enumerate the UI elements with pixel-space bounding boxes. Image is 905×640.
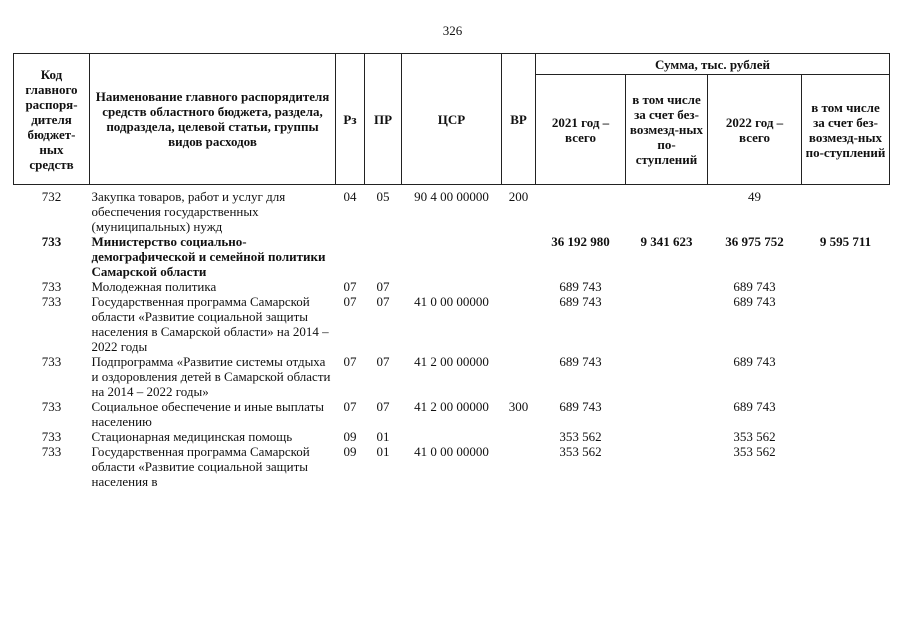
row-rz: 07	[343, 279, 357, 294]
header-vr: ВР	[502, 54, 536, 185]
row-pr: 01	[376, 444, 390, 459]
row-pr: 07	[376, 399, 390, 414]
row-2022-free: 9 595 711	[819, 234, 872, 249]
row-name: Министерство социально-демографической и семейной политики Самарской области	[91, 234, 326, 279]
page-number: 326	[442, 23, 463, 38]
row-2021-total: 353 562	[559, 444, 602, 459]
table-row	[14, 294, 890, 354]
row-2022-total: 353 562	[733, 429, 776, 444]
row-csr: 90 4 00 00000	[414, 189, 489, 204]
row-vr	[502, 354, 536, 399]
row-2021-free	[626, 444, 708, 489]
row-2021-free	[626, 189, 708, 234]
row-pr: 07	[376, 294, 390, 309]
row-2022-total: 36 975 752	[725, 234, 784, 249]
table-row	[14, 444, 890, 489]
row-code: 733	[41, 354, 62, 369]
row-code: 733	[41, 294, 62, 309]
row-vr	[502, 279, 536, 294]
row-2021-total: 689 743	[559, 279, 602, 294]
row-name: Закупка товаров, работ и услуг для обеспечения государственных (муниципальных) нужд	[91, 189, 286, 234]
row-pr: 07	[376, 354, 390, 369]
row-2021-free: 9 341 623	[640, 234, 693, 249]
row-csr: 41 0 00 00000	[414, 294, 489, 309]
budget-table	[13, 53, 890, 489]
row-rz: 07	[343, 354, 357, 369]
row-2021-free	[626, 429, 708, 444]
row-2022-free	[802, 429, 890, 444]
row-csr	[402, 429, 502, 444]
row-csr: 41 2 00 00000	[414, 399, 489, 414]
row-2022-total: 689 743	[733, 354, 776, 369]
row-csr	[402, 234, 502, 279]
row-2021-free	[626, 294, 708, 354]
row-2022-total: 49	[748, 189, 761, 204]
header-2021-total: 2021 год – всего	[536, 75, 626, 185]
row-vr	[502, 234, 536, 279]
row-2022-free	[802, 354, 890, 399]
table-row	[14, 429, 890, 444]
row-rz: 07	[343, 294, 357, 309]
row-pr: 01	[376, 429, 390, 444]
header-2022-free: в том числе за счет без-возмезд-ных по-ступлений	[802, 75, 890, 185]
row-rz: 09	[343, 429, 357, 444]
row-2021-free	[626, 399, 708, 429]
row-code: 733	[41, 444, 62, 459]
header-pr: ПР	[365, 54, 402, 185]
table-row	[14, 354, 890, 399]
row-2021-total	[536, 189, 626, 234]
row-2022-total: 689 743	[733, 399, 776, 414]
table-row	[14, 234, 890, 279]
row-rz: 09	[343, 444, 357, 459]
row-code: 732	[41, 189, 62, 204]
row-pr	[365, 234, 402, 279]
table-body	[14, 185, 890, 490]
table-row	[14, 279, 890, 294]
row-2022-total: 689 743	[733, 294, 776, 309]
row-2021-free	[626, 279, 708, 294]
row-2022-total: 353 562	[733, 444, 776, 459]
row-vr	[502, 429, 536, 444]
row-name: Молодежная политика	[91, 279, 217, 294]
header-name: Наименование главного распорядителя средств областного бюджета, раздела, подраздела, целевой статьи, группы видов расходов	[90, 54, 336, 185]
row-rz: 07	[343, 399, 357, 414]
row-2022-free	[802, 444, 890, 489]
row-vr: 200	[508, 189, 529, 204]
row-2021-total: 689 743	[559, 354, 602, 369]
row-2021-free	[626, 354, 708, 399]
header-csr: ЦСР	[402, 54, 502, 185]
table-header	[14, 54, 890, 185]
table-row	[14, 399, 890, 429]
header-2022-total: 2022 год – всего	[708, 75, 802, 185]
row-code: 733	[41, 429, 62, 444]
row-csr: 41 0 00 00000	[414, 444, 489, 459]
row-2022-total: 689 743	[733, 279, 776, 294]
row-name: Стационарная медицинская помощь	[91, 429, 293, 444]
row-name: Государственная программа Самарской области «Развитие социальной защиты населения в Самарской области» на 2014 – 2022 годы	[91, 294, 329, 354]
row-name: Государственная программа Самарской области «Развитие социальной защиты населения в	[91, 444, 310, 489]
row-pr: 05	[376, 189, 390, 204]
row-2022-free	[802, 279, 890, 294]
header-2021-free: в том числе за счет без-возмезд-ных по-ступлений	[626, 75, 708, 185]
row-code: 733	[41, 399, 62, 414]
row-2022-free	[802, 294, 890, 354]
row-csr: 41 2 00 00000	[414, 354, 489, 369]
row-2022-free	[802, 189, 890, 234]
row-2021-total: 689 743	[559, 399, 602, 414]
row-csr	[402, 279, 502, 294]
row-rz	[336, 234, 365, 279]
row-2021-total: 36 192 980	[551, 234, 610, 249]
row-vr	[502, 294, 536, 354]
row-2021-total: 353 562	[559, 429, 602, 444]
row-name: Социальное обеспечение и иные выплаты населению	[91, 399, 325, 429]
row-vr	[502, 444, 536, 489]
row-2022-free	[802, 399, 890, 429]
row-name: Подпрограмма «Развитие системы отдыха и оздоровления детей в Самарской области на 2014 – 2022 годы»	[91, 354, 331, 399]
header-sum-group: Сумма, тыс. рублей	[536, 54, 890, 75]
table-row	[14, 189, 890, 234]
row-code: 733	[41, 234, 62, 249]
row-code: 733	[41, 279, 62, 294]
row-2021-total: 689 743	[559, 294, 602, 309]
row-pr: 07	[376, 279, 390, 294]
header-rz: Рз	[336, 54, 365, 185]
row-vr: 300	[508, 399, 529, 414]
row-rz: 04	[343, 189, 357, 204]
header-code: Код главного распоря-дителя бюджет-ных средств	[14, 54, 90, 185]
